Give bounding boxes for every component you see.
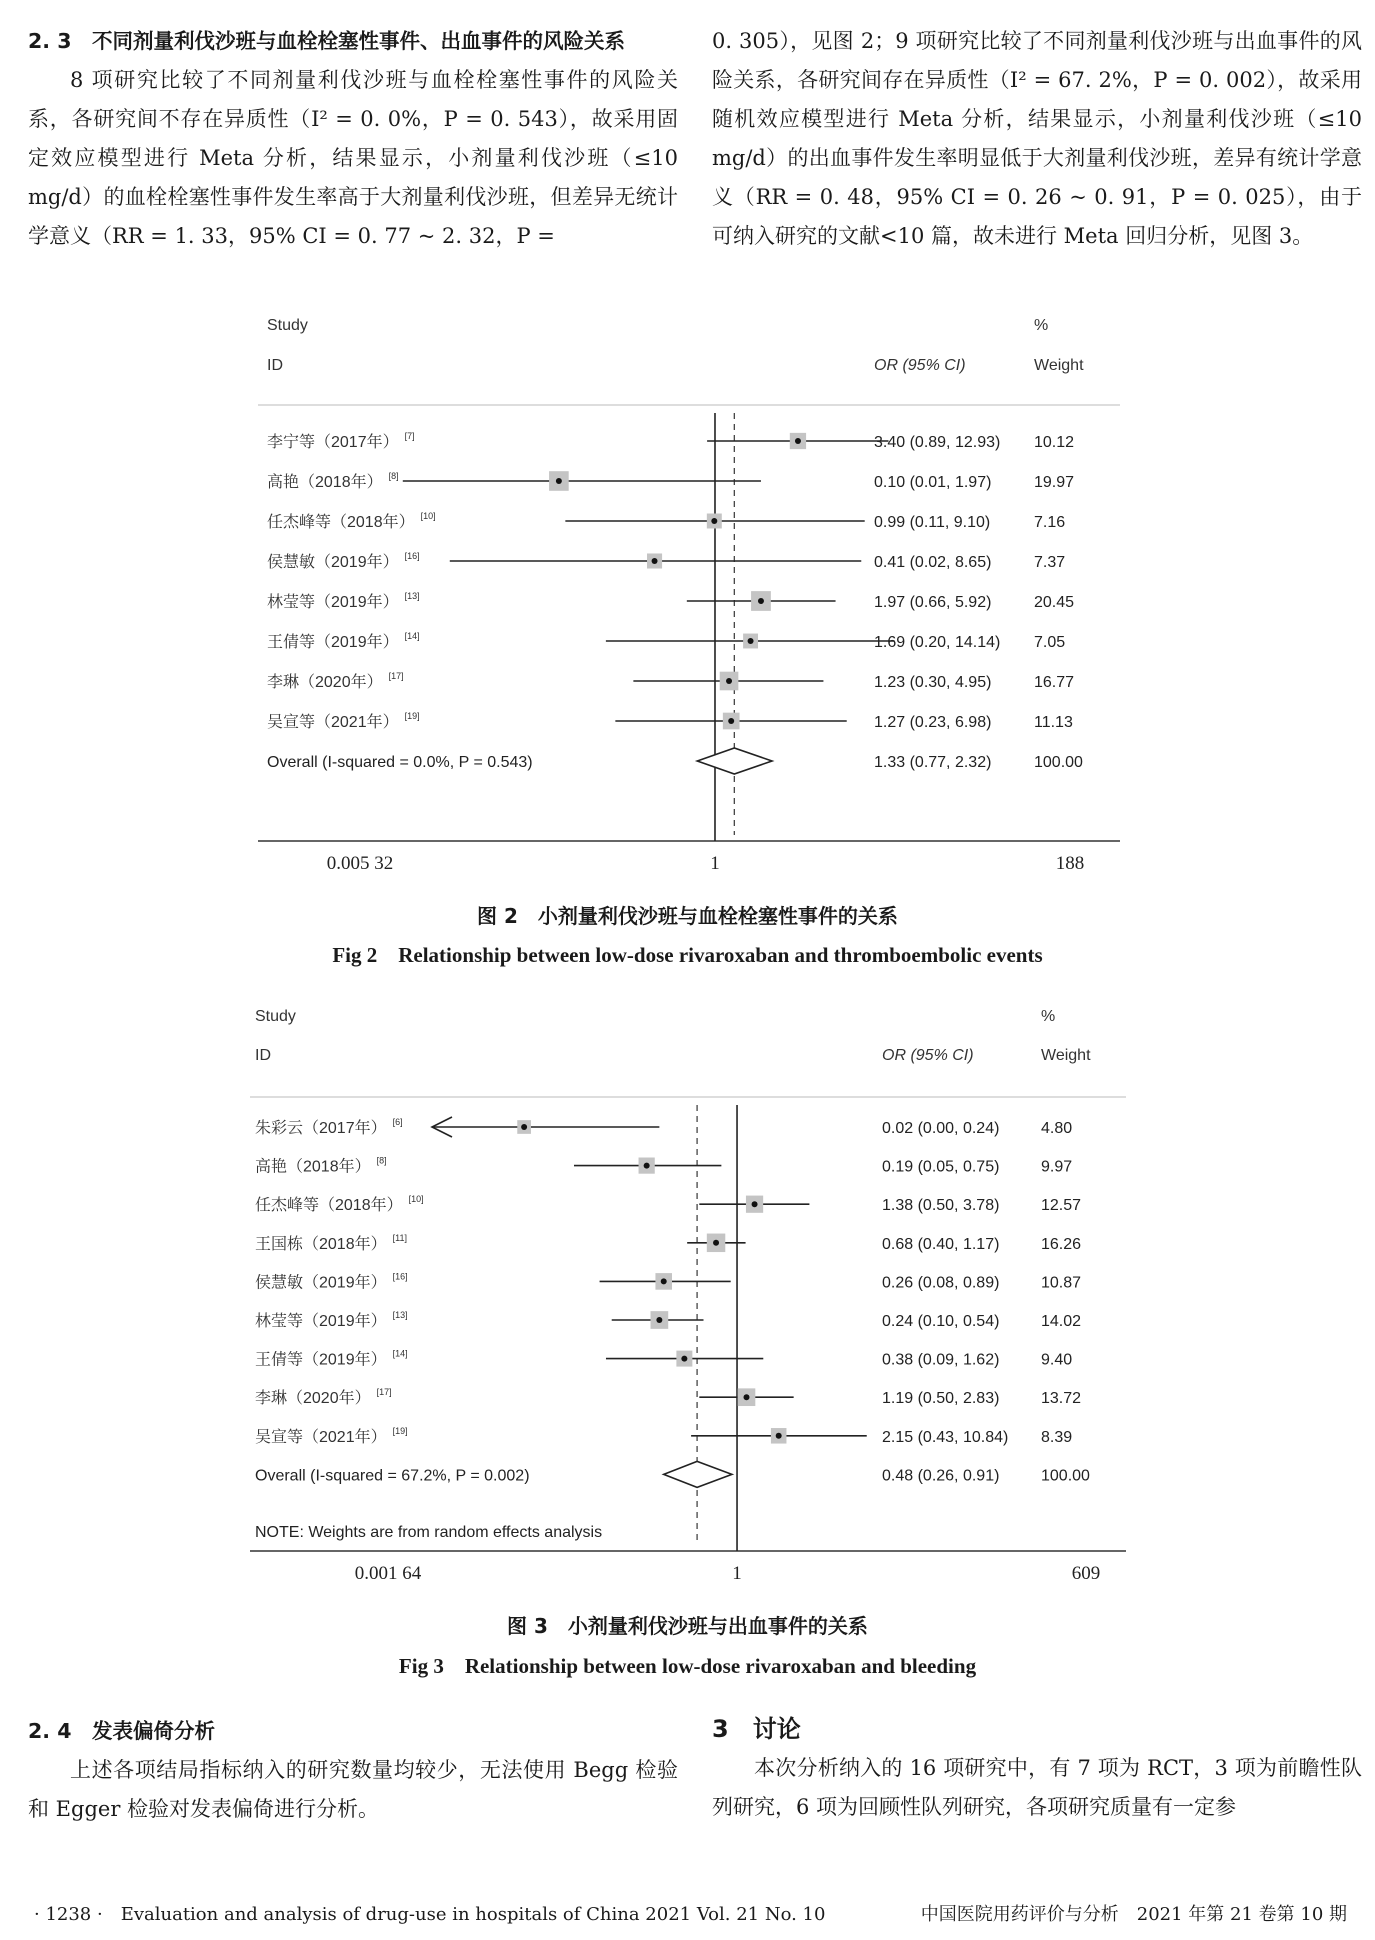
study-ref: [8]	[376, 1155, 387, 1166]
weight-value: 4.80	[1041, 1120, 1073, 1137]
section-heading-2-3: 2. 3 不同剂量利伐沙班与血栓栓塞性事件、出血事件的风险关系	[28, 29, 625, 53]
study-label: 林莹等（2019年）	[255, 1313, 387, 1330]
study-ref: [7]	[404, 431, 415, 441]
point-estimate	[726, 678, 732, 684]
point-estimate	[748, 638, 754, 644]
or-ci-text: 0.10 (0.01, 1.97)	[874, 474, 992, 491]
header-id: ID	[255, 1047, 271, 1064]
point-estimate	[556, 478, 562, 484]
body-paragraph: 上述各项结局指标纳入的研究数量均较少，无法使用 Begg 检验和 Egger 检验对发表偏倚进行分析。	[28, 1758, 678, 1821]
weight-value: 7.16	[1034, 514, 1066, 531]
body-paragraph: 0. 305），见图 2；9 项研究比较了不同剂量利伐沙班与出血事件的风险关系，各研究间存在异质性（I² = 67. 2%，P = 0. 002），故采用随机效应模型进行 Meta 分析，结果显示，小剂量利伐沙班（≤10 mg/d）的出血事件发生率明显低于大剂量利伐沙班，差异有统计学意义（RR = 0. 48，95% CI = 0. 26 ~ 0. 91，P = 0. 025），由于可纳入研究的文献<10 篇，故未进行 Meta 回归分析，见图 3。	[712, 29, 1362, 248]
study-label: 吴宣等（2021年）	[267, 714, 399, 731]
header-id: ID	[267, 357, 283, 374]
or-ci-text: 0.38 (0.09, 1.62)	[882, 1351, 1000, 1369]
weight-value: 9.97	[1041, 1158, 1073, 1176]
or-ci-text: 2.15 (0.43, 10.84)	[882, 1428, 1009, 1446]
study-label: 任杰峰等（2018年）	[267, 514, 415, 531]
study-ref: [19]	[404, 711, 420, 721]
study-ref: [10]	[408, 1194, 424, 1205]
overall-label: Overall (I-squared = 67.2%, P = 0.002)	[255, 1467, 530, 1485]
study-label: 吴宣等（2021年）	[255, 1428, 387, 1446]
weight-value: 14.02	[1041, 1313, 1082, 1330]
section-heading-3: 3 讨论	[712, 1715, 801, 1743]
point-estimate	[521, 1124, 527, 1130]
figure-2-caption-en: Fig 2 Relationship between low-dose rivaroxaban and thromboembolic events	[332, 943, 1043, 967]
overall-or-ci-text: 1.33 (0.77, 2.32)	[874, 754, 992, 771]
weight-value: 7.05	[1034, 634, 1066, 651]
study-ref: [17]	[376, 1387, 392, 1398]
study-ref: [14]	[392, 1348, 408, 1359]
point-estimate	[711, 518, 717, 524]
header-or: OR (95% CI)	[874, 357, 966, 374]
x-tick-label: 0.001 64	[354, 1563, 422, 1584]
point-estimate	[644, 1163, 650, 1169]
figure-3-caption-zh: 图 3 小剂量利伐沙班与出血事件的关系	[507, 1614, 868, 1638]
overall-diamond	[697, 748, 772, 774]
point-estimate	[752, 1201, 758, 1207]
figure-2-caption-zh: 图 2 小剂量利伐沙班与血栓栓塞性事件的关系	[477, 904, 898, 928]
x-tick-label: 609	[1071, 1563, 1101, 1584]
weight-value: 12.57	[1041, 1197, 1082, 1215]
footer-right: 中国医院用药评价与分析 2021 年第 21 卷第 10 期	[920, 1904, 1347, 1925]
body-paragraph: 本次分析纳入的 16 项研究中，有 7 项为 RCT，3 项为前瞻性队列研究，6 项为回顾性队列研究，各项研究质量有一定参	[712, 1756, 1362, 1819]
study-label: 王倩等（2019年）	[267, 634, 399, 651]
study-ref: [13]	[392, 1310, 408, 1320]
study-label: 李琳（2020年）	[255, 1390, 371, 1408]
study-ref: [14]	[404, 631, 420, 641]
study-ref: [13]	[404, 591, 420, 601]
study-label: 侯慧敏（2019年）	[255, 1274, 387, 1292]
header-weight: Weight	[1034, 357, 1084, 374]
or-ci-text: 3.40 (0.89, 12.93)	[874, 434, 1001, 451]
weight-value: 16.26	[1041, 1235, 1082, 1253]
weight-value: 10.12	[1034, 434, 1075, 451]
study-ref: [11]	[392, 1232, 407, 1243]
or-ci-text: 1.38 (0.50, 3.78)	[882, 1197, 1000, 1215]
weight-value: 7.37	[1034, 554, 1066, 571]
overall-label: Overall (I-squared = 0.0%, P = 0.543)	[267, 754, 533, 771]
study-ref: [10]	[420, 511, 436, 521]
or-ci-text: 1.19 (0.50, 2.83)	[882, 1390, 1000, 1408]
point-estimate	[758, 598, 764, 604]
study-label: 李宁等（2017年）	[267, 434, 399, 451]
point-estimate	[728, 718, 734, 724]
study-label: 任杰峰等（2018年）	[255, 1197, 403, 1215]
point-estimate	[776, 1433, 782, 1439]
study-label: 李琳（2020年）	[267, 674, 383, 691]
or-ci-text: 1.69 (0.20, 14.14)	[874, 634, 1001, 651]
point-estimate	[713, 1240, 719, 1246]
study-label: 朱彩云（2017年）	[255, 1120, 387, 1137]
figure-3-caption-en: Fig 3 Relationship between low-dose rivaroxaban and bleeding	[398, 1654, 977, 1678]
point-estimate	[652, 558, 658, 564]
overall-weight-value: 100.00	[1041, 1467, 1090, 1485]
right-column-top	[712, 22, 1362, 256]
study-label: 高艳（2018年）	[267, 474, 383, 491]
weight-value: 19.97	[1034, 474, 1075, 491]
or-ci-text: 0.24 (0.10, 0.54)	[882, 1313, 1000, 1330]
body-paragraph: 8 项研究比较了不同剂量利伐沙班与血栓栓塞性事件的风险关系，各研究间不存在异质性（I² = 0. 0%，P = 0. 543），故采用固定效应模型进行 Meta 分析，结果显示，小剂量利伐沙班（≤10 mg/d）的血栓栓塞性事件发生率高于大剂量利伐沙班，但差异无统计学意义（RR = 1. 33，95% CI = 0. 77 ~ 2. 32，P =	[28, 68, 678, 248]
or-ci-text: 0.26 (0.08, 0.89)	[882, 1274, 1000, 1292]
study-label: 王倩等（2019年）	[255, 1351, 387, 1369]
header-percent: %	[1041, 1008, 1056, 1025]
or-ci-text: 1.27 (0.23, 6.98)	[874, 714, 992, 731]
weight-value: 13.72	[1041, 1390, 1082, 1408]
weight-value: 20.45	[1034, 594, 1075, 611]
header-weight: Weight	[1041, 1047, 1091, 1064]
or-ci-text: 0.19 (0.05, 0.75)	[882, 1158, 1000, 1176]
or-ci-text: 0.99 (0.11, 9.10)	[874, 514, 991, 531]
header-percent: %	[1034, 317, 1049, 334]
weight-value: 8.39	[1041, 1428, 1073, 1446]
header-study: Study	[255, 1008, 296, 1025]
weights-note: NOTE: Weights are from random effects analysis	[255, 1524, 603, 1541]
point-estimate	[656, 1317, 662, 1323]
overall-weight-value: 100.00	[1034, 754, 1083, 771]
or-ci-text: 0.68 (0.40, 1.17)	[882, 1235, 1000, 1253]
study-ref: [19]	[392, 1425, 408, 1436]
section-heading-2-4: 2. 4 发表偏倚分析	[28, 1719, 215, 1743]
or-ci-text: 0.41 (0.02, 8.65)	[874, 554, 992, 571]
overall-diamond	[664, 1461, 732, 1487]
x-tick-label: 1	[732, 1563, 742, 1584]
weight-value: 9.40	[1041, 1351, 1073, 1369]
forest-plot-fig3	[0, 990, 1375, 1610]
weight-value: 11.13	[1034, 714, 1073, 731]
header-study: Study	[267, 317, 308, 334]
study-label: 王国栋（2018年）	[255, 1235, 387, 1253]
study-label: 林莹等（2019年）	[267, 594, 399, 611]
right-column-bottom	[712, 1710, 1362, 1827]
point-estimate	[681, 1356, 687, 1362]
x-tick-label: 1	[710, 853, 720, 870]
point-estimate	[744, 1394, 750, 1400]
x-tick-label: 0.005 32	[326, 853, 394, 870]
study-ref: [8]	[388, 471, 399, 481]
study-label: 高艳（2018年）	[255, 1158, 371, 1176]
study-label: 侯慧敏（2019年）	[267, 554, 399, 571]
header-or: OR (95% CI)	[882, 1047, 974, 1064]
forest-plot-fig2	[0, 300, 1375, 870]
or-ci-text: 1.23 (0.30, 4.95)	[874, 674, 992, 691]
study-ref: [17]	[388, 671, 404, 681]
or-ci-text: 1.97 (0.66, 5.92)	[874, 594, 992, 611]
study-ref: [6]	[392, 1117, 403, 1127]
overall-or-ci-text: 0.48 (0.26, 0.91)	[882, 1467, 1000, 1485]
point-estimate	[661, 1278, 667, 1284]
left-column-top	[28, 22, 678, 256]
footer-left: · 1238 · Evaluation and analysis of drug-use in hospitals of China 2021 Vol. 21 No. 10	[34, 1904, 826, 1925]
left-column-bottom	[28, 1712, 678, 1829]
x-tick-label: 188	[1055, 853, 1085, 870]
point-estimate	[795, 438, 801, 444]
study-ref: [16]	[404, 551, 420, 561]
study-ref: [16]	[392, 1271, 408, 1282]
or-ci-text: 0.02 (0.00, 0.24)	[882, 1120, 1000, 1137]
weight-value: 16.77	[1034, 674, 1075, 691]
weight-value: 10.87	[1041, 1274, 1082, 1292]
